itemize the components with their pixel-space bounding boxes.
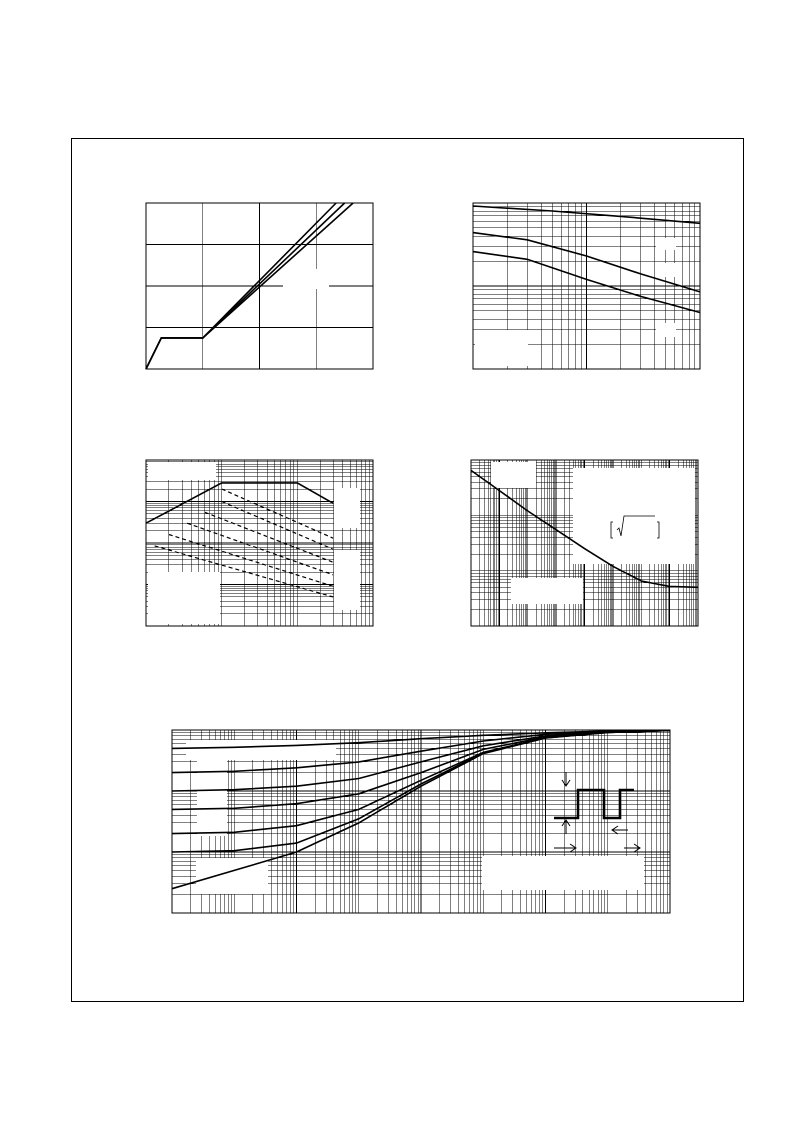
label-box (482, 856, 644, 890)
label-box (475, 330, 528, 366)
series-line-2 (222, 489, 334, 538)
series-line-5 (187, 523, 333, 575)
label-box (491, 462, 536, 488)
label-box (656, 263, 676, 277)
pulse-inset (554, 772, 640, 852)
chart-4 (471, 460, 698, 626)
label-box (197, 756, 227, 836)
label-box (656, 323, 676, 337)
chart-2 (473, 203, 700, 369)
chart-1 (146, 203, 373, 369)
label-box (148, 462, 216, 480)
label-box (656, 238, 676, 250)
label-box (334, 570, 360, 610)
label-box (334, 550, 360, 570)
label-box (148, 572, 220, 624)
series-line-4 (205, 512, 334, 562)
label-box (283, 269, 329, 289)
label-box (334, 488, 360, 528)
chart-3 (146, 460, 373, 626)
label-box (511, 578, 583, 604)
chart-5 (172, 730, 670, 913)
